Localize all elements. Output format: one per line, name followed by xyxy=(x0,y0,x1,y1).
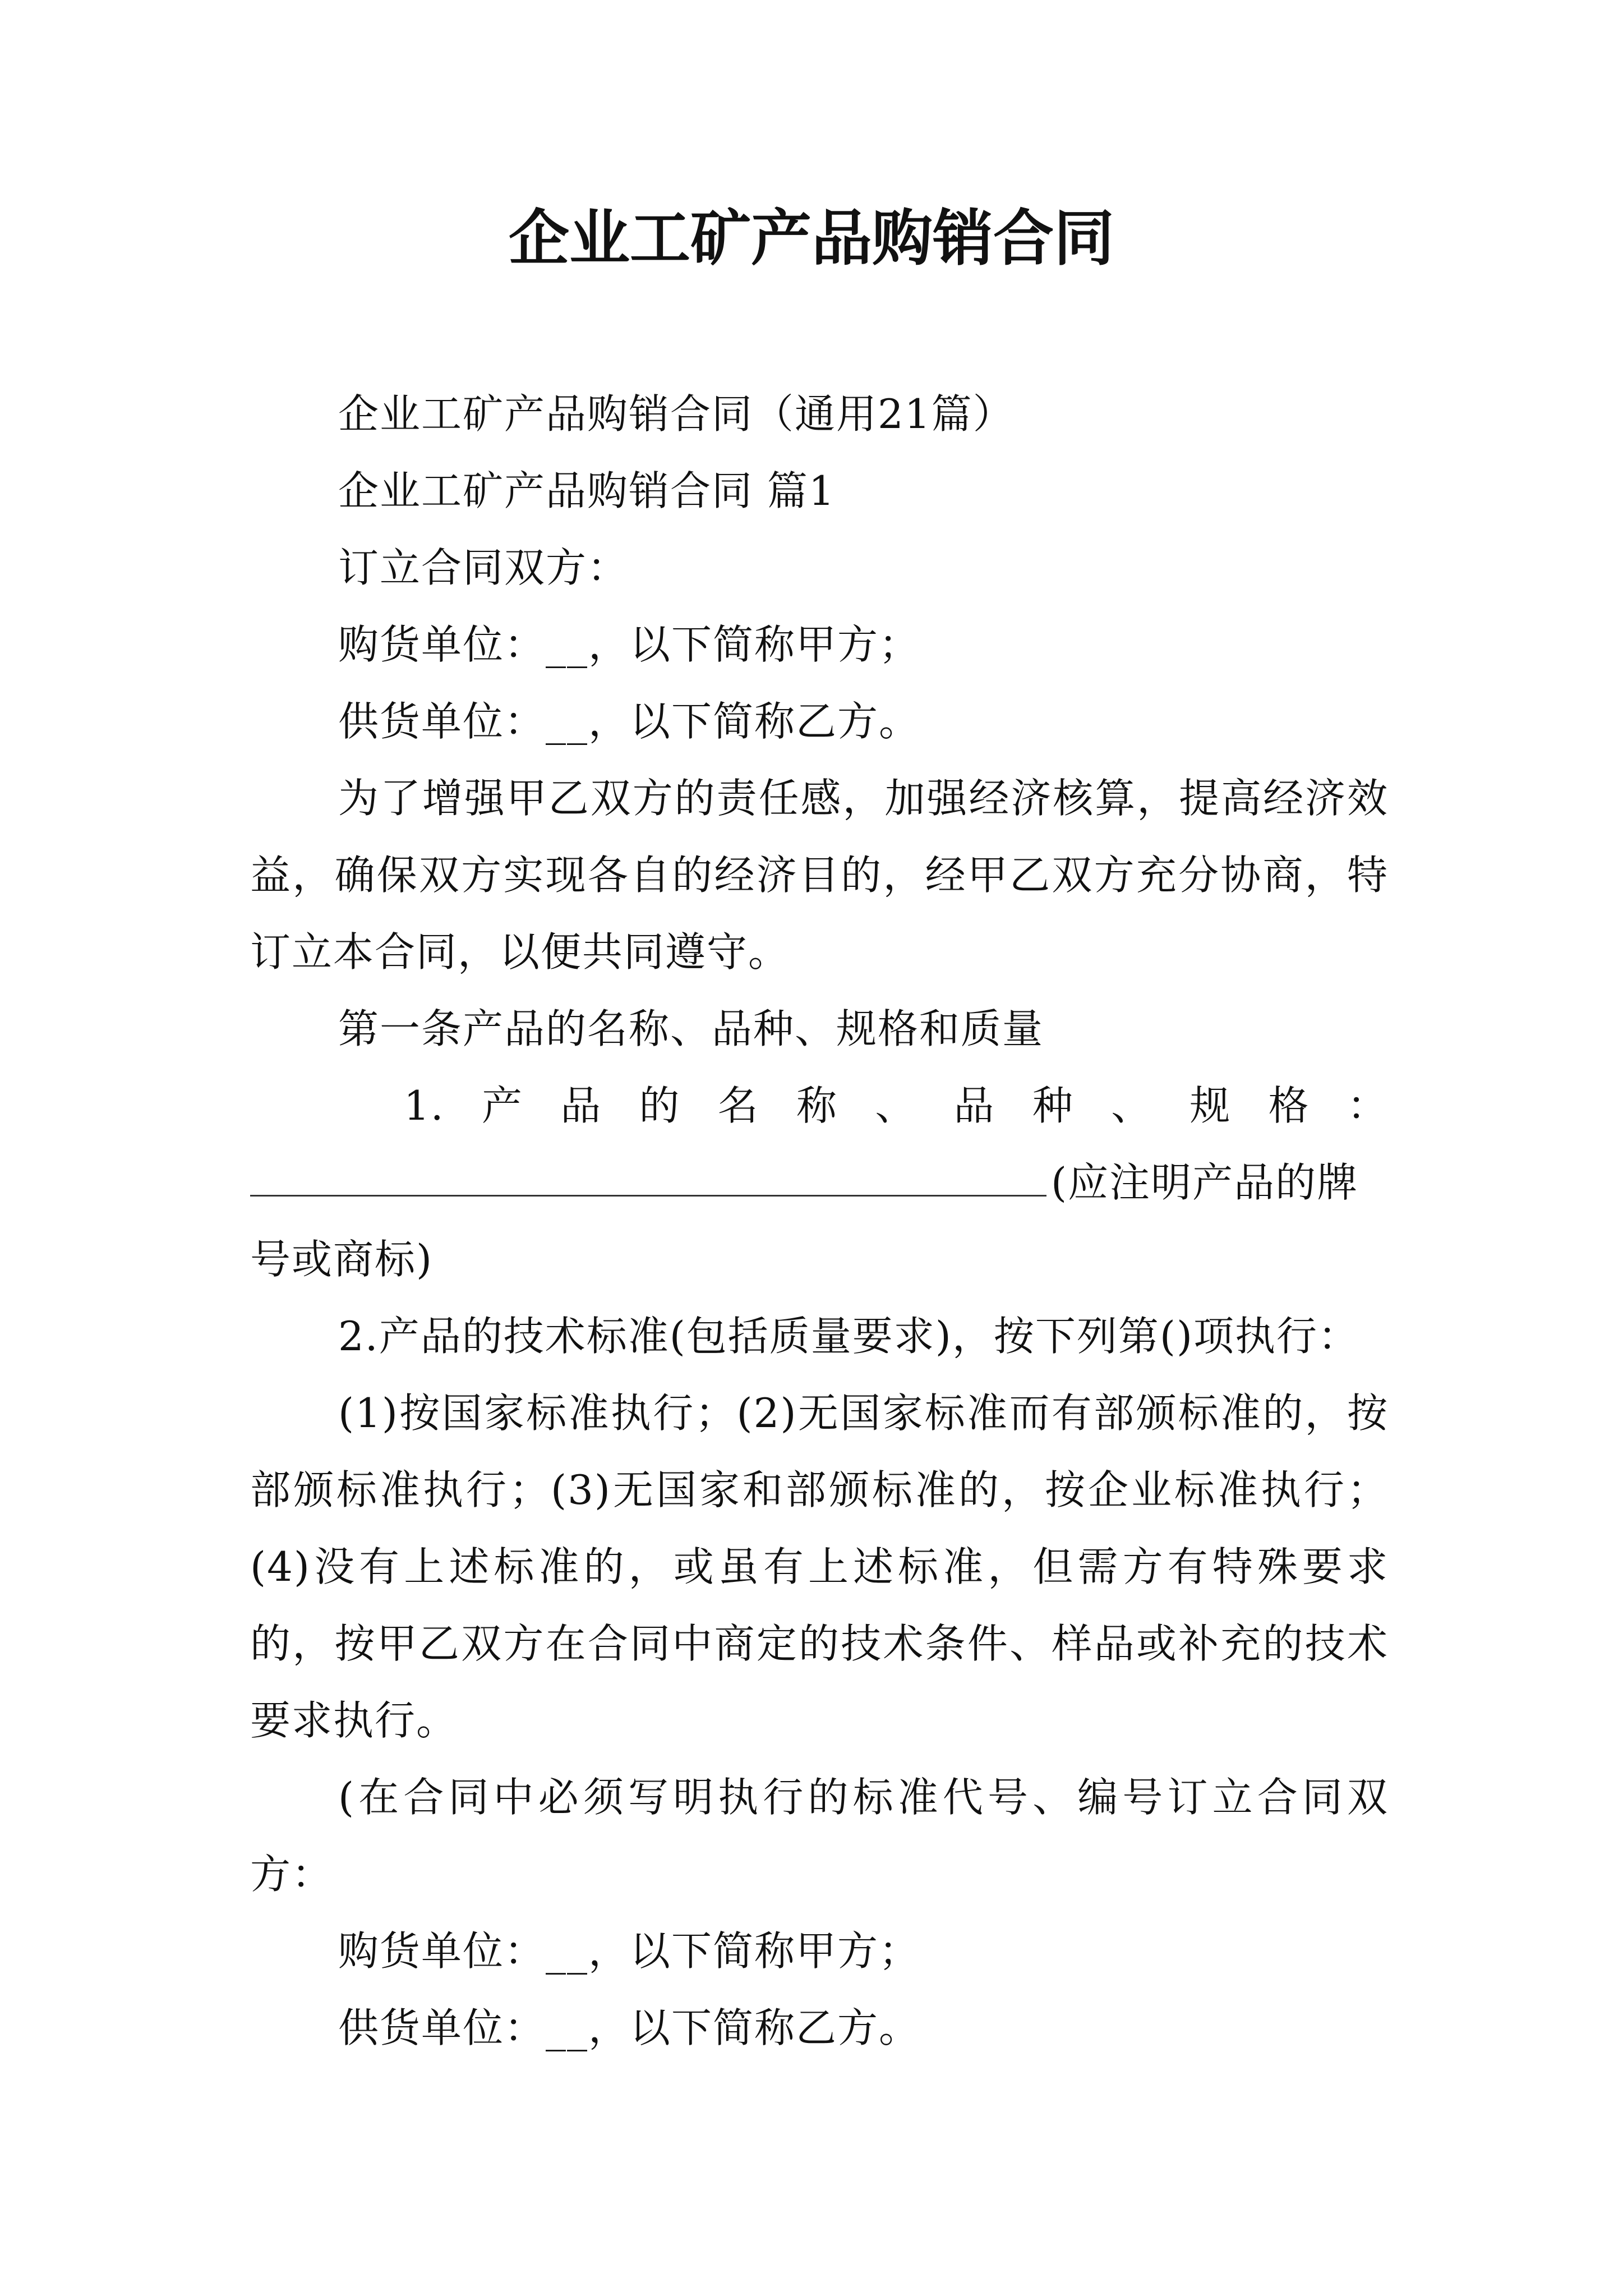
seller-paragraph-repeat: 供货单位：__，以下简称乙方。 xyxy=(338,2004,921,2051)
buyer-paragraph-repeat: 购货单位：__，以下简称甲方； xyxy=(338,1927,921,1975)
parties-heading-paragraph: 订立合同双方： xyxy=(338,544,629,591)
spec-label-line xyxy=(250,1068,1389,1144)
document-body xyxy=(250,376,1389,2067)
spec-note-line xyxy=(250,1144,1389,1298)
spec-label-char: 种 xyxy=(1032,1082,1074,1129)
document-title: 企业工矿产品购销合同 xyxy=(508,203,1114,274)
purpose-paragraph: 为了增强甲乙双方的责任感，加强经济核算，提高经济效益，确保双方实现各自的经济目的，经甲乙双方充分协商，特订立本合同，以便共同遵守。 xyxy=(250,775,1389,976)
spec-label-char: 称 xyxy=(796,1082,838,1129)
spec-label-char: 产 xyxy=(481,1082,523,1129)
spec-label-char: 规 xyxy=(1189,1082,1232,1129)
spec-label-char: 格 xyxy=(1268,1082,1310,1129)
technical-standard-paragraph: 2.产品的技术标准(包括质量要求)，按下列第()项执行： xyxy=(338,1313,1360,1360)
section-heading-paragraph: 企业工矿产品购销合同 篇1 xyxy=(338,467,836,514)
spec-label-char: 、 xyxy=(1111,1082,1153,1129)
buyer-paragraph: 购货单位：__，以下简称甲方； xyxy=(338,621,921,668)
spec-fill-blank xyxy=(250,1150,1046,1197)
spec-label-char: 品 xyxy=(953,1082,995,1129)
spec-label-char: ： xyxy=(1347,1082,1389,1129)
spec-label-char: 的 xyxy=(639,1082,681,1129)
spec-note: (应注明产品的牌号或商标) xyxy=(250,1159,1359,1283)
spec-label-char: 名 xyxy=(717,1082,759,1129)
standard-code-paragraph: (在合同中必须写明执行的标准代号、编号订立合同双方： xyxy=(250,1774,1389,1898)
standard-options-paragraph: (1)按国家标准执行；(2)无国家标准而有部颁标准的，按部颁标准执行；(3)无国家和部颁标准的，按企业标准执行；(4)没有上述标准的，或虽有上述标准，但需方有特殊要求的，按甲乙双方在合同中商定的技术条件、样品或补充的技术要求执行。 xyxy=(250,1389,1389,1744)
spec-label-char: 、 xyxy=(875,1082,917,1129)
seller-paragraph: 供货单位：__，以下简称乙方。 xyxy=(338,698,921,745)
spec-label-char: 品 xyxy=(560,1082,602,1129)
subtitle-paragraph: 企业工矿产品购销合同（通用21篇） xyxy=(338,390,1015,438)
article-one-heading: 第一条产品的名称、品种、规格和质量 xyxy=(338,1005,1044,1052)
spec-label-char: 1. xyxy=(404,1082,445,1129)
